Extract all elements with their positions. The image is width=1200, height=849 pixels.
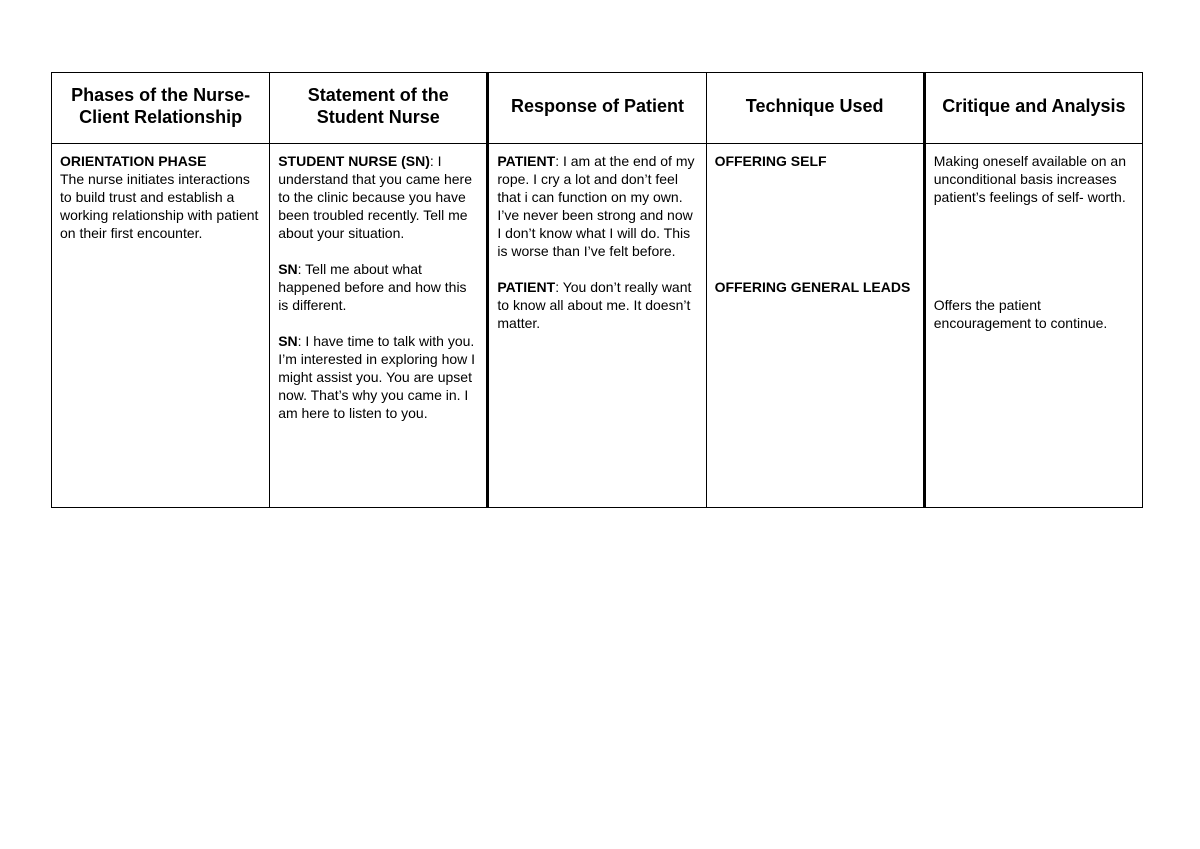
response-speaker: PATIENT [497, 279, 556, 295]
statement-speaker: SN [278, 333, 298, 349]
statement-text: : I understand that you came here to the clinic because you have been troubled recently. Tell me about your situation. [278, 153, 472, 241]
statement-entry [278, 152, 478, 242]
technique-label: OFFERING SELF [714, 153, 827, 169]
phase-cell [52, 144, 270, 508]
header-row [52, 73, 1143, 144]
critique-cell [924, 144, 1142, 508]
response-cell [488, 144, 706, 508]
statement-text: : Tell me about what happened before and how this is different. [278, 261, 467, 313]
table-row [52, 144, 1143, 508]
critique-text: Offers the patient encouragement to continue. [933, 297, 1108, 331]
response-entry [497, 278, 697, 332]
response-text: : I am at the end of my rope. I cry a lot and don’t feel that i can function on my own. I’ve never been strong and now I don’t know what I will do. This is worse than I’ve felt before. [497, 153, 695, 259]
technique-label: OFFERING GENERAL LEADS [714, 279, 911, 295]
statement-cell [270, 144, 488, 508]
header-critique: Critique and Analysis [924, 73, 1142, 144]
nurse-client-table [51, 72, 1143, 508]
response-speaker: PATIENT [497, 153, 556, 169]
response-entry [497, 152, 697, 260]
header-statement: Statement of the Student Nurse [270, 73, 488, 144]
statement-entry [278, 260, 478, 314]
critique-text: Making oneself available on an unconditional basis increases patient’s feelings of self- worth. [933, 153, 1126, 205]
statement-speaker: STUDENT NURSE (SN) [278, 153, 430, 169]
response-text: : You don’t really want to know all about me. It doesn’t matter. [497, 279, 692, 331]
header-technique: Technique Used [706, 73, 924, 144]
header-response: Response of Patient [488, 73, 706, 144]
header-phases: Phases of the Nurse-Client Relationship [52, 73, 270, 144]
phase-title: ORIENTATION PHASE [60, 153, 207, 169]
technique-cell [706, 144, 924, 508]
phase-description: The nurse initiates interactions to build trust and establish a working relationship with patient on their first encounter. [60, 171, 259, 241]
statement-speaker: SN [278, 261, 298, 277]
statement-text: : I have time to talk with you. I’m interested in exploring how I might assist you. You are upset now. That’s why you came in. I am here to listen to you. [278, 333, 476, 421]
statement-entry [278, 332, 478, 422]
